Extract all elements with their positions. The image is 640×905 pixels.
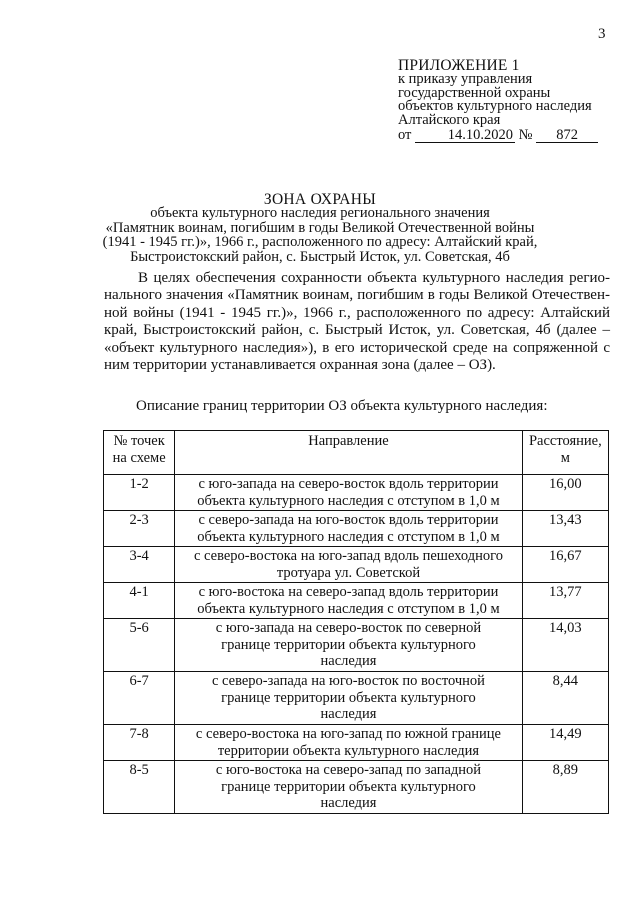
appendix-block — [398, 58, 628, 143]
appendix-line: государственной охраны — [398, 84, 551, 101]
cell-direction — [175, 511, 522, 547]
table-row — [104, 511, 609, 547]
paragraph-line: ним территории устанавливается охранная зона (далее – ОЗ). — [104, 357, 496, 374]
header-distance — [522, 431, 608, 475]
document-subtitle — [0, 206, 640, 264]
cell-direction — [175, 475, 522, 511]
table-header-row — [104, 431, 609, 475]
table-row — [104, 547, 609, 583]
direction-line: наследия — [320, 795, 377, 811]
header-points — [104, 431, 175, 475]
direction-line: с юго-запада на северо-восток по северной — [215, 620, 482, 636]
page-number: 3 — [598, 26, 606, 42]
direction-line: тротуара ул. Советской — [276, 564, 421, 581]
direction-line: наследия — [320, 653, 377, 669]
cell-distance: 13,77 — [522, 583, 608, 619]
cell-distance: 14,49 — [522, 725, 608, 761]
cell-points: 5-6 — [104, 619, 175, 672]
table-row — [104, 672, 609, 725]
appendix-line: объектов культурного наследия — [398, 98, 592, 114]
appendix-line: Алтайского края — [398, 111, 501, 128]
appendix-line: к приказу управления — [398, 71, 533, 87]
cell-distance: 16,00 — [522, 475, 608, 511]
cell-direction — [175, 583, 522, 619]
direction-line: наследия — [320, 706, 377, 722]
header-direction: Направление — [175, 431, 522, 475]
cell-direction — [175, 672, 522, 725]
cell-distance: 8,44 — [522, 672, 608, 725]
direction-line: объекта культурного наследия с отступом в 1,0 м — [197, 528, 500, 545]
table-row — [104, 583, 609, 619]
direction-line: с юго-востока на северо-запад по западной — [215, 762, 482, 778]
order-date: 14.10.2020 — [415, 128, 515, 143]
paragraph-line: «объект культурного наследия»), в его исторической среде на сопряженной с — [104, 339, 610, 356]
document-title: ЗОНА ОХРАНЫ — [263, 191, 377, 208]
direction-line: с юго-запада на северо-восток вдоль территории — [198, 476, 499, 492]
cell-distance: 13,43 — [522, 511, 608, 547]
direction-line: с северо-востока на юго-запад по южной границе — [195, 726, 501, 742]
paragraph-line: нального значения «Памятник воинам, погибшим в годы Великой Отечествен- — [104, 287, 610, 304]
cell-points: 8-5 — [104, 761, 175, 814]
paragraph-line: ной войны (1941 - 1945 гг.)», 1966 г., расположенного по адресу: Алтайский — [104, 304, 610, 321]
table-caption: Описание границ территории ОЗ объекта культурного наследия: — [136, 398, 548, 414]
table-row — [104, 475, 609, 511]
boundary-table — [103, 430, 609, 814]
cell-direction — [175, 761, 522, 814]
direction-line: границе территории объекта культурного — [221, 689, 476, 706]
cell-distance: 8,89 — [522, 761, 608, 814]
cell-distance: 16,67 — [522, 547, 608, 583]
order-prefix: от — [398, 127, 412, 143]
paragraph-line: В целях обеспечения сохранности объекта культурного наследия регио- — [138, 270, 610, 286]
cell-direction — [175, 725, 522, 761]
direction-line: границе территории объекта культурного — [221, 636, 476, 653]
appendix-title: ПРИЛОЖЕНИЕ 1 — [398, 57, 520, 74]
cell-points: 4-1 — [104, 583, 175, 619]
cell-points: 3-4 — [104, 547, 175, 583]
number-sign: № — [518, 127, 533, 143]
table-row — [104, 761, 609, 814]
direction-line: территории объекта культурного наследия — [217, 742, 480, 759]
header-points-line: на схеме — [112, 449, 166, 466]
cell-direction — [175, 547, 522, 583]
cell-distance: 14,03 — [522, 619, 608, 672]
direction-line: объекта культурного наследия с отступом в 1,0 м — [197, 492, 500, 509]
cell-direction — [175, 619, 522, 672]
subtitle-line: объекта культурного наследия регионального значения — [150, 205, 490, 221]
cell-points: 6-7 — [104, 672, 175, 725]
cell-points: 1-2 — [104, 475, 175, 511]
header-distance-line: м — [560, 449, 570, 466]
direction-line: с северо-запада на юго-восток вдоль территории — [198, 512, 499, 528]
direction-line: с северо-востока на юго-запад вдоль пешеходного — [193, 548, 503, 564]
subtitle-line: (1941 - 1945 гг.)», 1966 г., расположенного по адресу: Алтайский край, — [102, 234, 538, 250]
cell-points: 2-3 — [104, 511, 175, 547]
order-reference — [398, 128, 628, 143]
subtitle-line: Быстроистокский район, с. Быстрый Исток, ул. Советская, 4б — [130, 248, 510, 265]
subtitle-line: «Памятник воинам, погибшим в годы Великой Отечественной войны — [105, 219, 535, 236]
paragraph-line: край, Быстроистокский район, с. Быстрый Исток, ул. Советская, 4б (далее – — [104, 322, 610, 339]
cell-points: 7-8 — [104, 725, 175, 761]
header-points-line: № точек — [113, 433, 165, 449]
table-row — [104, 725, 609, 761]
header-distance-line: Расстояние, — [528, 433, 602, 449]
order-number: 872 — [536, 128, 598, 143]
table-row — [104, 619, 609, 672]
intro-paragraph — [104, 270, 610, 374]
direction-line: с юго-востока на северо-запад вдоль территории — [198, 584, 499, 600]
direction-line: объекта культурного наследия с отступом в 1,0 м — [197, 600, 500, 617]
direction-line: границе территории объекта культурного — [221, 778, 476, 795]
direction-line: с северо-запада на юго-восток по восточной — [212, 673, 485, 689]
